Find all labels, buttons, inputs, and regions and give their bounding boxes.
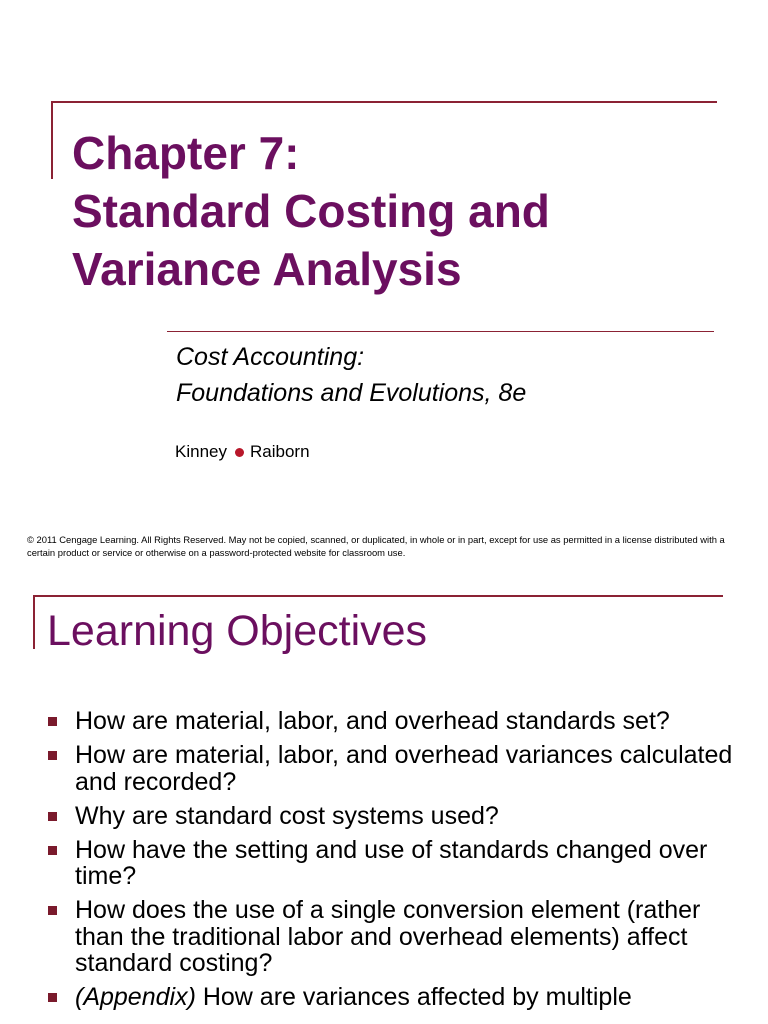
square-bullet-icon	[48, 906, 57, 915]
objective-text: (Appendix) How are variances affected by multiple	[75, 983, 632, 1011]
copyright-notice: © 2011 Cengage Learning. All Rights Reserved. May not be copied, scanned, or duplicated, in whole or in part, except for use as permitted in a license distributed with a certain product or service or otherwise on a password-protected website for classroom use.	[27, 534, 725, 558]
authors-line	[175, 441, 310, 463]
objectives-top-rule	[33, 595, 723, 597]
objective-text: How does the use of a single conversion element (rather than the traditional labor and overhead elements) affect standard costing?	[75, 896, 701, 977]
book-subtitle-line: Foundations and Evolutions, 8e	[176, 379, 527, 407]
square-bullet-icon	[48, 846, 57, 855]
book-subtitle	[176, 339, 526, 411]
title-top-rule	[51, 101, 717, 103]
objective-text: How are material, labor, and overhead variances calculated and recorded?	[75, 741, 733, 796]
slide-title-line: Variance Analysis	[72, 243, 462, 295]
book-subtitle-line: Cost Accounting:	[176, 343, 365, 371]
title-left-rule	[51, 101, 53, 179]
objective-item	[46, 837, 746, 890]
author-name: Kinney	[175, 442, 227, 461]
slide-title	[72, 124, 732, 298]
slide-title-line: Chapter 7:	[72, 127, 300, 179]
objectives-list	[46, 708, 746, 1018]
objectives-left-rule	[33, 595, 35, 649]
square-bullet-icon	[48, 751, 57, 760]
objective-text: How have the setting and use of standards changed over time?	[75, 835, 708, 890]
square-bullet-icon	[48, 812, 57, 821]
subtitle-rule	[167, 331, 714, 332]
objective-item	[46, 803, 746, 830]
square-bullet-icon	[48, 993, 57, 1002]
dot-separator-icon	[235, 448, 244, 457]
objective-text: How are material, labor, and overhead standards set?	[75, 707, 670, 735]
appendix-label: (Appendix)	[75, 983, 196, 1011]
square-bullet-icon	[48, 717, 57, 726]
slide-title-line: Standard Costing and	[72, 185, 550, 237]
author-name: Raiborn	[249, 442, 310, 461]
objective-text: Why are standard cost systems used?	[75, 801, 499, 830]
objective-item	[46, 742, 746, 795]
objective-item	[46, 708, 746, 735]
section-title: Learning Objectives	[47, 607, 428, 655]
objective-item	[46, 984, 746, 1011]
objective-item	[46, 897, 746, 977]
